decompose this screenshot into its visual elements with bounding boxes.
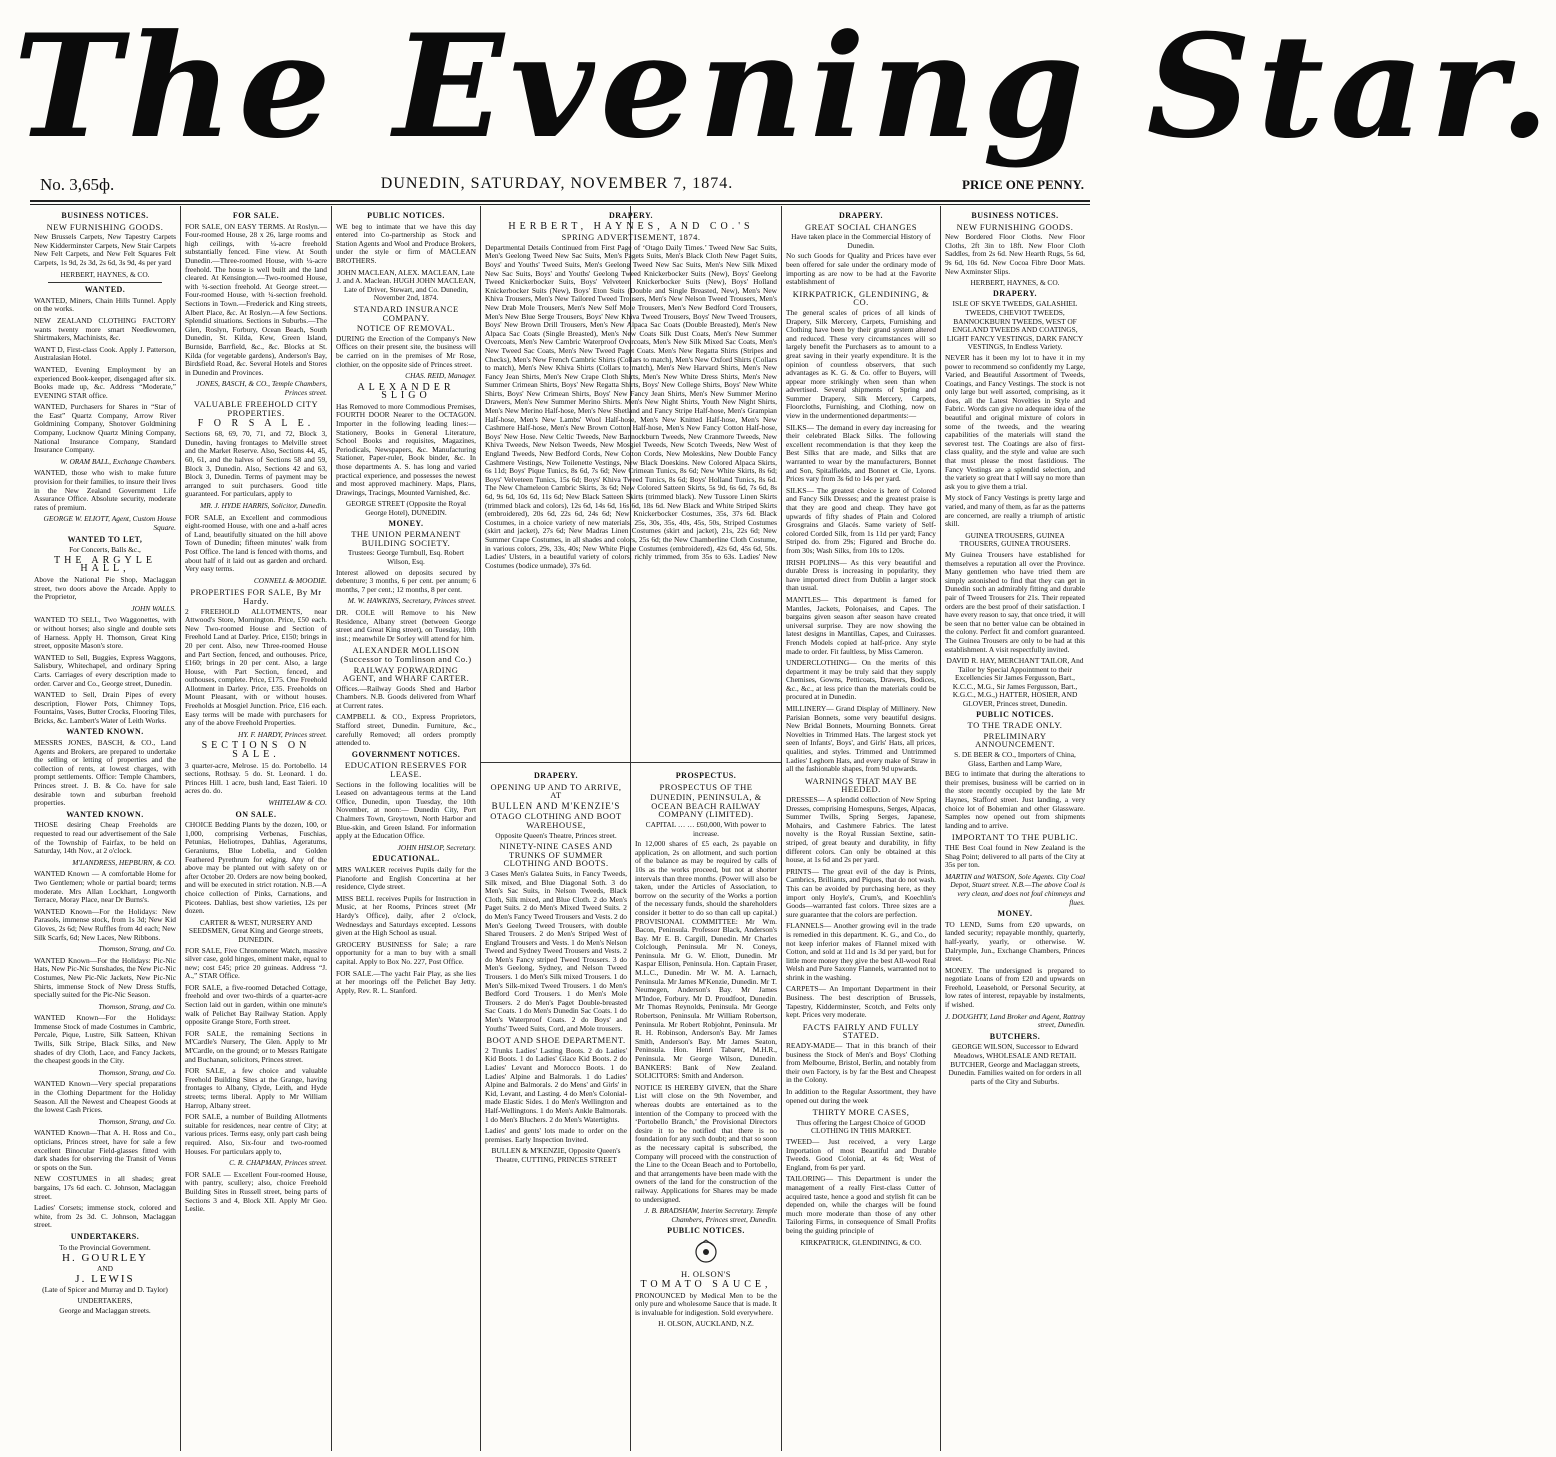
ad-heading: OPENING UP AND TO ARRIVE, AT [490, 781, 622, 801]
ad-text: WANTED, Evening Employment by an experienced Book-keeper, disengaged after six. Books made up, &c. Address “Moderate,” EVENING STAR office. [34, 364, 176, 400]
section-heading: UNDERTAKERS. [70, 1231, 140, 1241]
ad-heading: ALEXANDER MOLLISON (Successor to Tomlinson and Co.) [340, 645, 472, 664]
ad-heading: IMPORTANT TO THE PUBLIC. [951, 832, 1079, 843]
ad-text: FLANNELS— Another growing evil in the trade is remedied in this department. K. G., and Co., do not keep inferior makes of Flannel mixed with Cotton, and sold at 11d and 1s 3d per yard, but for little more money they give the best All-wool Real Welsh and Pure Saxony Flannels, warranted not to shrink in the washing. [786, 921, 936, 982]
ad-text: To the Provincial Government. [59, 1242, 151, 1252]
ad-text: NEVER has it been my lot to have it in my power to recommend so confidently my Large, Varied, and Beautiful Assortment of Tweeds, Coatings, and Fancy Vestings. The stock is not only large but well assorted, comprising, as it does, all the Latest Novelties in Style and Fabric. Words can give no adequate idea of the beautiful and original mixture of colors in some of the tweeds, and the wearing capabilities of the materials will stand the severest test. The Coatings are also of first-class quality, and the style and value are such that must please the most fastidious. The Fancy Vestings are a splendid selection, and the variety so great that I will say no more than ask you to give them a trial. [945, 352, 1085, 491]
ad-heading: OTAGO CLOTHING AND BOOT WAREHOUSE, [490, 811, 622, 830]
ad-heading: PRELIMINARY ANNOUNCEMENT. [975, 730, 1055, 750]
royal-crest-icon [635, 1238, 777, 1269]
ad-text: NEW ZEALAND CLOTHING FACTORY wants twenty more smart Needlewomen, Shirtmakers, Machinists, &c. [34, 315, 176, 343]
ad-text: MESSRS JONES, BASCH, & CO., Land Agents and Brokers, are prepared to undertake the selling or letting of properties and the collection of rents, at lowest charges, with prompt settlements. Office: Temple Chambers, Princes street. J. B. & Co. have for sale desirable town and suburban freehold properties. [34, 738, 176, 808]
ad-text: MANTLES— This department is famed for Mantles, Jackets, Polonaises, and Capes. The bargains given season after season have created universal surprise. They are now showing the latest designs in Mantillas, Capes, and Cuirasses. French Models copied at half-price. Any style made to order. Fit faultless, by Miss Cameron. [786, 594, 936, 656]
ad-text: FOR SALE, an Excellent and commodious eight-roomed House, with one and a-half acres of Land, beautifully situated on the hill above Town of Dunedin; fifteen minutes' walk from Post Office. The land is fenced with thorns, and about half of it laid out as garden and orchard. Very easy terms. [185, 512, 327, 574]
ad-text: ISLE OF SKYE TWEEDS, GALASHIEL TWEEDS, CHEVIOT TWEEDS, BANNOCKBURN TWEEDS, WEST OF ENGLAND TWEEDS AND COATINGS, LIGHT FANCY VESTINGS, DARK FANCY VESTINGS, In Endless Variety. [946, 299, 1084, 352]
ad-text: CAMPBELL & CO., Express Proprietors, Stafford street, Dunedin. Furniture, &c., carefully Removed; all orders promptly attended to. [336, 712, 476, 748]
ad-text: Ladies' Corsets; immense stock, colored and white, from 2s 3d. C. Johnson, Maclaggan street. [34, 1203, 176, 1230]
ad-text: READY-MADE— That in this branch of their business the Stock of Men's and Boys' Clothing from Melbourne, Bristol, Berlin, and notably from their own Factory, is by far the Best and Cheapest in the Colony. [786, 1041, 936, 1085]
ad-text: Departmental Details Continued from First Page of ‘Otago Daily Times.’ Tweed New Sac Suits, Men's Geelong Tweed New Sac Suits, Men's Pagets Suits, Men's Black Cloth New Paget Suits, Boys' and Youths' Tweed Suits, Men's Geelong Tweed New Sac Suits, Men's New Silk Mixed New Sac Suits, Boys' and Youths' Geelong Tweed Knickerbocker Suits (New), Boys' Geelong Tweed Knickerbocker Suits, Boys' Velveteen Knickerbocker Suits (New), Boys' Holland Knickerbocker Suits (New), Boys' Eton Suits (Double and Single Breasted, New), Men's New Khiva Trousers, Men's New Tailored Tweed Trousers, Men's New Nelson Tweed Trousers, Men's New Drab Mole Trousers, Men's New Self Mole Trousers, Men's New Bedford Cord Trousers, Men's New Blue Serge Trousers, Boys' New Khiva Tweed Trousers, Boys' New Tweed Trousers, Boys' New Brown Drill Trousers, Men's New Alpaca Sac Coats (Double Breasted), Men's New Alpaca Sac Coats (Single Breasted), Men's New Coats Silk Dust Coats, Men's New Summer Overcoats, Men's New Cambric Waterproof Overcoats, Men's New Silk Mixed Sac Coats, Men's New Tweed Sac Coats, Men's New Tweed Paget Coats. Men's New Regatta Shirts (Stripes and Checks), Men's New French Cambric Shirts (Collars to match), Men's New Oxford Shirts (Collars to match), Men's New Khiva Shirts (Collars to match), Men's New Harvard Shirts, Men's New Fancy Jean Shirts, Men's New Crape Cloth Shirts, Men's New White Dress Shirts, Men's New Summer Crimean Shirts, Boys' New Regatta Shirts, Boys' New College Shirts, Boys' New White Shirts, Boys' New Crimean Shirts, Boys' New Fancy Jean Shirts, Men's New Summer Merino Drawers, Men's New Summer Merino Shirts. Men's New Night Shirts, Youth New Night Shirts, Men's New Merino Half-hose, Men's New Shetland and Fancy Stripe Half-hose, Men's Grampian Half-hose, Men's New Lambs' Wool Half-hose, Men's New Knitted Half-hose, Men's New Cashmere Half-hose, Men's New Brown Cotton Half-hose, Men's New Fancy Cotton Half-hose, Boys' New Hose. New Celtic Tweeds, New Bannockburn Tweeds, New Cranmore Tweeds, New Khiva Tweeds, New Nelson Tweeds, New Mosgiel Tweeds, New Scotch Tweeds, New West of England Tweeds, New Bedford Cords, New Cotton Cords, New Moleskins, New Double Fancy Cashmere Vestings, New Toilenette Vestings, New Black Doeskins. New Colored Alpaca Skirts, 6s 11d; Boys' Pique Tunics, 8s 6d, 7s 6d; New Crimean Tunics, 8s 6d; New White Skirts, 8s 6d; Boys' Velveteen Tunics, 15s 6d; Boys' Khiva Tweed Tunics, 8s 6d; Boys' Holland Tunics, 8s 6d. The New Chameleon Cambric Skirts, 3s 6d; New Colored Satteen Skirts, 5s 9d, 6s 6d, 7s 6d, 8s 6d, 9s 6d, 10s 6d, 11s 6d; New Black Satteen Skirts (trimmed black). New Tussore Linen Skirts (trimmed black and colors), 12s 6d, 14s 6d, 16s 6d, 18s 6d. New Black and White Striped Skirts (embroidered), 20s 6d, 22s 6d, 24s 6d; New Knickerbocker Costumes, 35s, 37s 6d. Black Costumes, in a choice variety of new materials, 25s, 30s, 35s, 40s, 45s, 50s, Striped Costumes (skirt and jacket), 27s 6d; New Madras Linen Costumes (skirt and jacket), 21s, 22s 6d; New Summer Crape Costumes, in all shades and colors, 25s 6d; the New Chamberline Cloth Costume, in various colors, 29s, 33s, 40s; New White Pique Costumes (embroidered), 42s 6d, 45s 6d, 50s. Ladies' Ulsters, in a beautiful variety of colors, richly trimmed, from 35s to 63s. Ladies' New Costumes (bodice unmade), 37s 6d. [485, 242, 777, 570]
dateline [0, 173, 1114, 199]
ad-text: Sections 68, 69, 70, 71, and 72, Block 3, Dunedin, having frontages to Melville street and the Market Reserve. Also, Sections 44, 45, 60, 61, and the halves of Sections 58 and 59, Block 3, Dunedin. Also, Sections 42 and 63, Block 3, Dunedin. Terms of payment may be arranged to suit purchasers. Good title guaranteed. For particulars, apply to [185, 429, 327, 499]
ad-text: DRESSES— A splendid collection of New Spring Dresses, comprising Homespuns, Serges, Alpacas, Summer Twills, Spring Serges, Japanese, Mohairs, and Cashmere Fabrics. The latest novelty is the Royal Russian Sextine, satin-striped, of great beauty and durability, in fifty different colors. Can only be obtained at this house, at 1s 6d and 2s per yard. [786, 795, 936, 865]
ad-text: CHOICE Bedding Plants by the dozen, 100, or 1,000, comprising Verbenas, Fuschias, Petunias, Heliotropes, Dahlias, Ageratums, Geraniums, Blue Lobelia, and Golden Feathered Pyrethrum for edging. Any of the above may be planted out with safety on or after October 20. Orders are now being booked, and will be executed in strict rotation. N.B.—A choice collection of Pinks, Carnations, and Picotees. Dahlias, best show varieties, 12s per dozen. [185, 820, 327, 916]
ad-text: WANTED Known — A comfortable Home for Two Gentlemen; whole or partial board; terms moderate. Mrs Allan Lockhart, Longworth Terrace, Moray Place, near Dr Burns's. [34, 869, 176, 905]
section-heading: PUBLIC NOTICES. [667, 1226, 745, 1236]
ad-text: Interest allowed on deposits secured by debenture; 3 months, 6 per cent. per annum; 6 months, 7 per cent.; 12 months, 8 per cent. [336, 567, 476, 594]
ad-text: SILKS— The demand in every day increasing for their celebrated Black Silks. The following excellent recommendation is that they keep the Best Silks that are made, and Silks that are warranted to wear by the manufacturers, Bonnet and Son, Spitalfields, and Bonnet et Cie, Lyons. Prices vary from 3s 6d to 14s per yard. [786, 422, 936, 484]
ad-signature: JONES, BASCH, & CO., Temple Chambers, Princes street. [196, 379, 327, 397]
ad-text: WANTED Known—For the Holidays: Pic-Nic Hats, New Pic-Nic Sunshades, the New Pic-Nic Costumes, New Pic-Nic Jackets, New Pic-Nic Shirts, immense Stock of New Dress Stuffs, specially suited for the Pic-Nic Season. [34, 955, 176, 1000]
ad-text: FOR SALE, a five-roomed Detached Cottage, freehold and over two-thirds of a quarter-acre Section laid out in garden, within one minute's walk of Pelichet Bay Railway Station. Apply opposite Grange Store, Forth street. [185, 982, 327, 1027]
ad-text: The general scales of prices of all kinds of Drapery, Silk Mercery, Carpets, Furnishing and Clothing have been by their grand system altered and reduced. These very circumstances will so largely benefit the Purchasers as to amount to a great saving in their yearly expenditure. It is the opinion of countless observers, that such advantages as K. G. & Co. offer to Buyers, will appear more strikingly when seen than when advertised. Several shipments of Spring and Summer Drapery, Silk Mercery, Carpets, Floorcloths, Furnishing, and Clothing, now on view in the undermentioned departments:— [786, 307, 936, 421]
ad-heading: VALUABLE FREEHOLD CITY PROPERTIES. [193, 399, 319, 419]
column-4-lower [485, 770, 627, 1450]
ad-heading: NOTICE OF REMOVAL. [356, 323, 456, 334]
ad-text: WANTED TO SELL, Two Waggonettes, with or without horses; also single and double sets of Harness. Apply H. Thomson, Great King street, opposite Mason's store. [34, 615, 176, 651]
ad-signature: M. W. HAWKINS, Secretary, Princes street. [347, 596, 476, 606]
column-1 [34, 210, 176, 1450]
ad-heading: WARNINGS THAT MAY BE HEEDED. [804, 775, 918, 795]
ad-text: Trustees: George Turnbull, Esq. Robert Wilson, Esq. [347, 548, 465, 566]
ad-heading: ON SALE. [235, 809, 277, 819]
ad-text: Ladies' and gents' lots made to order on the premises. Early Inspection Invited. [485, 1126, 627, 1144]
ad-text: WANTED Known—That A. H. Ross and Co., opticians, Princes street, have for sale a few excellent Binocular Field-glasses fitted with dark shades for observing the Transit of Venus or spots on the Sun. [34, 1128, 176, 1172]
section-heading: FOR SALE. [232, 211, 280, 220]
place-date: DUNEDIN, SATURDAY, NOVEMBER 7, 1874. [380, 175, 734, 192]
ad-text: WANTED Known—For the Holidays: Immense Stock of made Costumes in Cambric, Percale, Pique, Lustre, Silk Satteen, Khivan Twills, Silk Stripe, Black Silks, and New shades of dry Cloth, Lace, and Fancy Jackets, the cheapest goods in the City. [34, 1013, 176, 1066]
ad-signature: KIRKPATRICK, GLENDINING, & CO. [800, 1237, 922, 1247]
ad-heading: THIRTY MORE CASES, [812, 1107, 910, 1118]
section-heading: WANTED KNOWN. [66, 809, 144, 819]
ad-signature: MARTIN and WATSON, Sole Agents. City Coal Depot, Stuart street. N.B.—The above Coal is very clean, and does not foul chimneys and flues. [945, 871, 1085, 907]
ad-text: George and Maclaggan streets. [59, 1306, 151, 1316]
ad-signature: JOHN MACLEAN, ALEX. MACLEAN, Late J. and A. Maclean. HUGH JOHN MACLEAN, Late of Driver, Stewart, and Co. Dunedin, November 2nd, 1874. [336, 267, 476, 303]
ad-text: BEG to intimate that during the alterations to their premises, business will be carried on in the store recently occupied by the late Mr Haynes, Stafford street. Just landing, a very choice lot of Bohemian and other Glassware. Samples now opened out from shipments landing and to arrive. [945, 769, 1085, 830]
ad-signature: J. DOUGHTY, Land Broker and Agent, Rattray street, Dunedin. [945, 1011, 1085, 1030]
section-heading: MONEY. [388, 518, 424, 528]
ad-text: FOR SALE, Five Chronometer Watch, massive silver case, gold hinges, eminent make, equal to new; cost £45; price 20 guineas. Address “J. A.,” STAR Office. [185, 945, 327, 981]
ad-text: SILKS— The greatest choice is here of Colored and Fancy Silk Dresses; and the greatest praise is that they are good and cheap. They have got upwards of fifty shades of Plain and Colored Grosgrains and Glacés. Same variety of Self-colored Corded Silk, from 1s 11d per yard; Fancy Striped do. from 29s; Figured and Broche do. from 30s; Wash Silks, from 10s to 120s. [786, 485, 936, 555]
ad-heading: BOOT AND SHOE DEPARTMENT. [486, 1035, 626, 1046]
ad-signature: Thomson, Strang, and Co. [98, 944, 176, 954]
ad-signature: CHAS. REID, Manager. [405, 371, 476, 381]
section-heading: DRAPERY. [608, 211, 654, 220]
ad-heading: DUNEDIN, PENINSULA, & OCEAN BEACH RAILWAY COMPANY (LIMITED). [650, 792, 762, 820]
ad-text: IRISH POPLINS— As this very beautiful and durable Dress is increasing in popularity, they have imported direct from Dublin a larger stock than usual. [786, 557, 936, 593]
ad-heading: BULLEN AND M'KENZIE'S [491, 800, 621, 811]
ad-signature: W. ORAM BALL, Exchange Chambers. [60, 456, 176, 466]
ad-text: MISS BELL receives Pupils for Instruction in Music, at her Rooms, Princes street (Mr Hardy's Office), daily, after 2 o'clock, Wednesdays and Saturdays excepted. Lessons given at the High School as usual. [336, 893, 476, 938]
ad-signature: CONNELL & MOODIE. [253, 575, 327, 585]
ad-signature: Thomson, Strang, and Co. [98, 1001, 176, 1011]
ad-text: CAPITAL … … £60,000, With power to increase. [645, 819, 767, 838]
ad-text: 3 Cases Men's Galatea Suits, in Fancy Tweeds, Silk mixed, and Blue Diagonal Soth. 3 do Men's Sac Suits, in Nelson Tweeds, Black Cloth, Silk mixed, and Blue Cloth. 2 do Men's Paget Suits. 2 do Men's Mixed Tweed Suits. 2 do Men's Fancy Tweed Trousers and Vests. 2 do Men's Geelong Tweed Trousers, with double Shared Trousers. 2 do Men's Striped West of England Trousers and Vests. 1 do Men's Nelson Tweed and Sydney Tweed Trousers and Vests. 2 do Men's Fancy striped Tweed Trousers. 3 do Men's Geelong, Sydney, and Nelson Tweed Trousers. 1 do Men's Silk mixed Trousers. 1 do Men's Silk-mixed Tweed Trousers. 1 do Men's Bedford Cord Trousers. 1 do Men's Mole Trousers. 2 do Men's Paget Double-breasted Sac Coats. 1 do Men's Dunedin Sac Coats. 1 do Men's Waterproof Coats. 2 do Boys' and Youths' Tweed Suits, Cord, and Mole trousers. [485, 868, 627, 1033]
ad-signature: HERBERT, HAYNES, & CO. [60, 269, 150, 279]
ad-text: PRINTS— The great evil of the day is Prints, Cambrics, Brilliants, and Piques, that do not wash. This can be avoided by purchasing here, as they import only Hoyle's, Crum's, and Koechlin's Goods—warranted fast colors. Three sizes are a sure guarantee that the colors are perfection. [786, 866, 936, 919]
ad-text: Above the National Pie Shop, Maclaggan street, two doors above the Arcade. Apply to the Proprietor, [34, 574, 176, 602]
issue-number: No. 3,65ф. [40, 175, 115, 194]
column-6 [786, 210, 936, 1450]
ad-text: FOR SALE, ON EASY TERMS. At Roslyn.—Four-roomed House, 28 x 26, large rooms and high ceilings, with ¼-acre freehold substantially fenced. Fine view. At South Dunedin.—Three-roomed House, with ¼-acre freehold. The house is well built and the land cleared. At Kensington.—Two-roomed House, with ¼-section freehold. At George street.—Four-roomed House, with ¼-section freehold. Sections in Town.—Frederick and King streets, Albert Place, &c. At Roslyn.—A few Sections. Splendid situations. Sections in Suburbs.—The Glen, Roslyn, Forbury, Ocean Beach, South Dunedin, St. Kilda, Kew, Green Island, Burnside, Barrfield, &c., &c. Blocks at St. Kilda (for vegetable gardens), Anderson's Bay, Birdsfield Road, &c. Several Hotels and Stores in Dunedin and Provinces. [185, 221, 327, 377]
ad-text: WANTED Known—Very special preparations in the Clothing Department for the Holiday Season. All the Newest and Cheapest Goods at the lowest Cash Prices. [34, 1079, 176, 1115]
ad-heading: THE ARGYLE HALL, [54, 554, 156, 575]
ad-heading: STANDARD INSURANCE COMPANY. [353, 303, 459, 323]
ad-text: CARPETS— An Important Department in their Business. The best description of Brussels, Tapestry, Kidderminster, Scotch, and Felts only kept. Prices very moderate. [786, 984, 936, 1020]
ad-heading: TOMATO SAUCE, [640, 1279, 772, 1291]
ad-text: GROCERY BUSINESS for Sale; a rare opportunity for a man to buy with a small capital. Apply to Box No. 227, Post Office. [336, 939, 476, 966]
ad-text: My Guinea Trousers have established for themselves a reputation all over the Province. Many gentlemen who have tried them are simply astonished to find that they can get in Dunedin such an admirably fitting and durable pair of Tweed Trousers for 21s. Their repeated orders are the best proof of their satisfaction. I have every reason to say, that once tried, it will be seen that no better value can be obtained in the colony. Perfect fit and comfort guaranteed. The Guinea Trousers are only to be had at this establishment. A visit respectfully invited. [945, 549, 1085, 654]
ad-text: FOR SALE.—The yacht Fair Play, as she lies at her moorings off the Pelichet Bay Jetty. Apply, Rev. R. L. Stanford. [336, 968, 476, 995]
column-2 [185, 210, 327, 1450]
ad-text: For Concerts, Balls &c., [69, 545, 141, 555]
ad-signature: DAVID R. HAY, MERCHANT TAILOR, And Tailor by Special Appointment to their Excellencies Sir James Fergusson, Bart., K.C.C., M.G., Sir James Fergusson, Bart., K.G.C., M.G.,) HATTER, HOSIER, AND GLOVER, Princes street, Dunedin. [946, 656, 1084, 709]
ad-heading: GUINEA TROUSERS, GUINEA TROUSERS, GUINEA TROUSERS. [959, 530, 1071, 549]
ad-heading: KIRKPATRICK, GLENDINING, & CO. [792, 288, 930, 308]
ad-text: MILLINERY— Grand Display of Millinery. New Parisian Bonnets, some very beautiful designs. New Bridal Bonnets, Mourning Bonnets. Great Novelties in Trimmed Hats. The largest stock yet seen of Infants', Boys', and Girls' Hats, all prices, qualities, and styles. Trimmed and Untrimmed Ladies' Leghorn Hats, and every make of Straw in all the fashionable shapes, from 9d upwards. [786, 704, 936, 774]
section-heading: PUBLIC NOTICES. [367, 211, 445, 220]
masthead [0, 0, 1556, 170]
ad-text: 2 Trunks Ladies' Lasting Boots. 2 do Ladies' Kid Boots. 1 do Ladies' Glace Kid Boots. 2 do Ladies' Levant and Morocco Boots. 1 do Ladies' Alpine and Balmorals. 1 do Ladies' Alpine and Balmorals. 2 do Mens' and Girls' in Kid, Levant, and Lasting. 4 do Men's Colonial-made Elastic Sides. 1 do Men's Wellington and Half-Wellingtons. 1 do Men's Ankle Balmorals. 1 do Men's Bluchers. 2 do Men's Watertights. [485, 1045, 627, 1124]
ad-signature: C. R. CHAPMAN, Princes street. [229, 1158, 327, 1168]
ad-heading: RAILWAY FORWARDING AGENT, and WHARF CARTER. [342, 664, 470, 684]
ad-text: WANTED to Sell, Buggies, Express Waggons, Salisbury, Whitechapel, and ordinary Spring Carts. Carriages of every description made to order. Carver and Co., George street, Dunedin. [34, 652, 176, 688]
ad-text: WANTED, Miners, Chain Hills Tunnel. Apply on the works. [34, 295, 176, 314]
ad-text: DURING the Erection of the Company's New Offices on their present site, the business will be carried on in the premises of Mr Rose, clothier, on the opposite side of Princes street. [336, 333, 476, 369]
section-heading: BUSINESS NOTICES. [971, 211, 1059, 220]
ad-text: MRS WALKER receives Pupils daily for the Pianoforte and English Concertina at her residence, Clyde street. [336, 864, 476, 892]
ad-text: Offices.—Railway Goods Shed and Harbor Chambers. N.B. Goods delivered from Wharf at Current rates. [336, 683, 476, 710]
ad-text: MONEY. The undersigned is prepared to negotiate Loans of from £20 and upwards on Freehold, Leasehold, or Personal Security, at low rates of interest, repayable by instalments, if wished. [945, 965, 1085, 1010]
ad-text: 3 quarter-acre, Melrose. 15 do. Portobello. 14 sections, Rothsay. 5 do. St. Leonard. 1 do. Princes Hill. 1 acre, bush land, East Taieri. 10 acres do. do. [185, 760, 327, 796]
ad-signature: JOHN HISLOP, Secretary. [397, 842, 476, 852]
section-heading: MONEY. [997, 909, 1033, 919]
newspaper-title: The Evening Star. [13, 4, 1556, 170]
divider [481, 762, 781, 763]
ad-text: TWEED— Just received, a very Large Importation of most Beautiful and Durable Tweeds. Good Colonial, at 4s 6d; West of England, from 6s per yard. [786, 1136, 936, 1172]
ad-heading: NEW FURNISHING GOODS. [956, 221, 1074, 232]
section-heading: WANTED. [84, 285, 126, 295]
ad-text: Have taken place in the Commercial History of Dunedin. [791, 232, 931, 250]
ad-text: Sections in the following localities will be Leased on advantageous terms at the Land Office, Dunedin, upon Tuesday, the 10th November, at noon:— Dunedin City, Port Chalmers Town, Greytown, North Harbor and Blue-skin, and Green Island. For information apply at the Education Office. [336, 779, 476, 841]
column-divider [781, 206, 782, 1451]
ad-text: FOR SALE, a number of Building Allotments suitable for residences, near centre of City; at various prices. Terms easy, only part cash being required. Also, Six-four and two-roomed Houses. For particulars apply to, [185, 1112, 327, 1156]
ad-signature: CARTER & WEST, NURSERY AND SEEDSMEN, Great King and George streets, DUNEDIN. [188, 917, 324, 944]
ad-heading: WANTED TO LET, [67, 534, 143, 544]
divider [48, 282, 162, 283]
section-heading: BUTCHERS. [989, 1031, 1041, 1041]
ad-text: FOR SALE — Excellent Four-roomed House, with pantry, scullery; also, choice Freehold Building Sites in Russell street, being parts of Sections 3 and 4, Block XII. Apply Mr Geo. Leslie. [185, 1169, 327, 1214]
ad-signature: HY. F. HARDY, Princes street. [238, 729, 327, 739]
ad-text: WANTED to Sell, Drain Pipes of every description, Flower Pots, Chimney Tops, Fountains, Vases, Butter Crocks, Flooring Tiles, Bricks, &c. Lambert's Water of Leith Works. [34, 690, 176, 725]
section-heading: DRAPERY. [992, 288, 1038, 298]
section-heading: DRAPERY. [533, 771, 579, 780]
section-heading: PUBLIC NOTICES. [976, 709, 1054, 719]
ad-signature: Thomson, Strang, and Co. [98, 1116, 176, 1126]
ad-heading: EDUCATION RESERVES FOR LEASE. [344, 760, 468, 780]
ad-signature: HERBERT, HAYNES, & CO. [970, 278, 1060, 288]
ad-text: TO LEND, Sums from £20 upwards, on landed security; repayable monthly, quarterly, half-yearly, yearly, or otherwise. W. Dalrymple, Jun., Exchange Chambers, Princes street. [945, 919, 1085, 964]
ad-text: WANTED, Purchasers for Shares in “Star of the East” Quartz Company, Arrow River Goldmining Company, Shotover Goldmining Company, Lucknow Quartz Mining Company, National Insurance Company, Standard Insurance Company. [34, 402, 176, 455]
ad-signature: MR. J. HYDE HARRIS, Solicitor, Dunedin. [200, 501, 327, 510]
ad-heading: H. GOURLEY [62, 1252, 148, 1265]
ad-text: In 12,000 shares of £5 each, 2s payable on application, 2s on allotment, and such portion of the balance as may be required by calls of 10s as the works proceed, but not at shorter intervals than three months. (Power will also be taken, under the Articles of Association, to borrow on the security of the Works a portion of the necessary funds, should the shareholders consider it better to do so than call up capital.) PROVISIONAL COMMITTEE: Mr Wm. Bacon, Peninsula. Professor Black, Anderson's Bay. Mr E. B. Cargill, Dunedin. Mr Charles Colclough, Peninsula. Mr N. Coneys, Peninsula. Mr G. W. Eliott, Dunedin. Mr Kaspar Ellison, Peninsula. Hon. Captain Fraser, M.L.C., Dunedin. Mr W. M. A. Larnach, Peninsula. Mr James M'Kenzie, Dunedin. Mr T. Neumegen, Anderson's Bay. Mr James M'Indoe, Forbury. Mr D. Proudfoot, Dunedin. Mr Thomas Reynolds, Peninsula. Mr George Robertson, Peninsula. Mr William Robertson, Peninsula. Mr Robert Robjohnt, Peninsula. Mr R. H. Robinson, Anderson's Bay. Mr James Smith, Anderson's Bay. Mr James Seaton, Peninsula. Hon. Henri Tabarer, M.H.R., Peninsula. Mr George Wilson, Dunedin. BANKERS: Bank of New Zealand. SOLICITORS: Smith and Anderson. [635, 839, 777, 1081]
ad-heading: HERBERT, HAYNES, AND CO.'S [508, 220, 754, 232]
ad-text: NOTICE IS HEREBY GIVEN, that the Share List will close on the 9th November, and whereas doubts are entertained as to the intention of the Company to proceed with the ‘Portobello Branch,’ the Provisional Directors desire it to be notified that there is no foundation for any such doubt; and that so soon as the necessary capital is subscribed, the Company will proceed with the construction of the Line to the Ocean Beach and to Portobello, and that arrangements have been made with the owners of the land for the construction of the railway. Applications for Shares may be made to undersigned. [635, 1082, 777, 1204]
ad-text: NEW COSTUMES in all shades; great bargains, 17s 6d each. C. Johnson, Maclaggan street. [34, 1174, 176, 1201]
column-3 [336, 210, 476, 1450]
ad-text: In addition to the Regular Assortment, they have opened out during the week [786, 1087, 936, 1105]
header-rule [30, 204, 1090, 205]
section-heading: GOVERNMENT NOTICES. [351, 749, 461, 759]
ad-heading: H. OLSON'S [681, 1269, 731, 1280]
ad-text: Opposite Queen's Theatre, Princes street. [495, 830, 617, 840]
ad-text: WE beg to intimate that we have this day entered into Co-partnership as Stock and Station Agents and Wool and Produce Brokers, under the style or firm of MACLEAN BROTHERS. [336, 221, 476, 265]
ad-text: UNDERCLOTHING— On the merits of this department it may be truly said that they supply Chemises, Gowns, Petticoats, Drawers, Bodices, &c., &c., at less price than the materials could be procured at in Dunedin. [786, 658, 936, 702]
ad-heading: ALEXANDER SLIGO [357, 381, 455, 402]
ad-signature: H. OLSON, AUCKLAND, N.Z. [658, 1319, 754, 1329]
ad-signature: BULLEN & M'KENZIE, Opposite Queen's Theatre, CUTTING, PRINCES STREET [491, 1146, 621, 1164]
ad-text: New Bordered Floor Cloths. New Floor Cloths, 2ft 3in to 18ft. New Floor Cloth Saddles, from 2s 6d. New Hearth Rugs, 5s 6d, 9s 6d, 10s 6d. New Cocoa Fibre Door Mats. New Axminster Slips. [945, 232, 1085, 276]
ad-text: (Late of Spicer and Murray and D. Taylor) [42, 1284, 168, 1294]
ad-signature: GEORGE W. ELIOTT, Agent, Custom House Square. [43, 514, 176, 532]
ad-signature: Thomson, Strang, and Co. [98, 1067, 176, 1077]
column-divider [331, 206, 332, 1451]
ad-text: TAILORING— This Department is under the management of a really First-class Cutter of acquired taste, hence a good and stylish fit can be depended on, while the charges will be found much more moderate than those of any other Tailoring Firms, in consequence of Small Profits being the guiding principle of [786, 1174, 936, 1235]
ad-heading: THE UNION PERMANENT BUILDING SOCIETY. [351, 529, 461, 548]
column-divider [180, 206, 181, 1451]
header-rule [30, 200, 1090, 202]
ad-text: Has Removed to more Commodious Premises, FOURTH DOOR Nearer to the OCTAGON. Importer in the following leading lines:— Stationery, Books in General Literature, School Books and requisites, Magazines, Periodicals, Newspapers, &c. Manufacturing Stationer, Paper-ruler, Book binder, &c. In those departments A. S. has long and varied practical experience, and possesses the newest and most approved machinery. Maps, Plans, Drawings, Tracings, Mounted Varnished, &c. [336, 401, 476, 497]
ad-text: GEORGE WILSON, Successor to Edward Meadows, WHOLESALE AND RETAIL BUTCHER, George and Maclaggan streets, Dunedin. Families waited on for orders in all parts of the City and Suburbs. [948, 1042, 1082, 1086]
ad-heading: PROSPECTUS OF THE [659, 781, 753, 792]
column-divider [480, 206, 481, 1451]
ad-signature: M'LANDRESS, HEPBURN, & CO. [72, 857, 176, 867]
column-5-lower [635, 770, 777, 1450]
ad-text: S. DE BEER & CO., Importers of China, Glass, Earthen and Lamp Ware, [954, 750, 1076, 768]
ad-heading: NEW FURNISHING GOODS. [46, 221, 164, 232]
ad-signature: WHITELAW & CO. [268, 798, 327, 807]
ad-heading: F O R S A L E. [197, 417, 315, 429]
section-heading: EDUCATIONAL. [372, 854, 440, 864]
ad-text: AND [96, 1263, 113, 1273]
ad-text: THOSE desiring Cheap Freeholds are requested to read our advertisement of the Sale of the Township of Fairfax, to be held on Saturday, 14th Nov., at 2 o'clock. [34, 820, 176, 856]
ad-text: DR. COLE will Remove to his New Residence, Albany street (between George street and Great King street), on Tuesday, 10th inst.; meanwhile Dr Sorley will attend for him. [336, 607, 476, 643]
ad-heading: J. LEWIS [75, 1273, 135, 1286]
ad-heading: SPRING ADVERTISEMENT, 1874. [561, 232, 701, 243]
column-7 [945, 210, 1085, 1450]
section-heading: BUSINESS NOTICES. [61, 211, 149, 220]
ad-signature: JOHN WALLS. [131, 603, 176, 613]
ad-text: 2 FREEHOLD ALLOTMENTS, near Attwood's Store, Mornington. Price, £50 each. New Two-roomed House and Section of Freehold Land at Darley. Price, £150; brings in 20 per cent. Also, new Three-roomed House and Part Section, fenced, and outhouses. Price, £160; brings in 20 per cent. Also, a large House, with Part Section, fenced, and outhouses, complete. Price, £175. One Freehold Allotment in Darley. Price, £35. Freeholds on Mount Pleasant, with or without houses. Freeholds at Mosgiel Junction. Price, £16 each. Easy terms will be made with purchasers for any of the above Freehold Properties. [185, 606, 327, 728]
ad-heading: PROPERTIES FOR SALE, By Mr Hardy. [190, 587, 322, 606]
ad-text: WANTED, those who wish to make future provision for their families, to insure their lives in the New Zealand Government Life Assurance Office. Absolute security, moderate rates of premium. [34, 468, 176, 512]
ad-text: New Brussels Carpets, New Tapestry Carpets New Kidderminster Carpets, New Stair Carpets New Felt Carpets, and New Felt Squares Felt Carpets, 1s 9d, 2s 3d, 2s 6d, 3s 9d, 4s per yard [34, 232, 176, 267]
ad-text: FOR SALE, the remaining Sections in M'Cardle's Nursery, The Glen. Apply to Mr M'Cardle, on the ground; or to Messrs Rattigate and Buchanan, solicitors, Princes street. [185, 1028, 327, 1064]
ad-text: WANT D, First-class Cook. Apply J. Patterson, Australasian Hotel. [34, 344, 176, 363]
ad-heading: TO THE TRADE ONLY. [967, 720, 1063, 731]
section-heading: WANTED KNOWN. [66, 727, 144, 737]
ad-text: Thus offering the Largest Choice of GOOD CLOTHING IN THIS MARKET. [796, 1117, 926, 1136]
column-4-drapery [485, 210, 777, 765]
ad-text: PRONOUNCED by Medical Men to be the only pure and wholesome Sauce that is made. It is invaluable for indigestion. Sold everywhere. [635, 1290, 777, 1317]
ad-signature: GEORGE STREET (Opposite the Royal George Hotel), DUNEDIN. [345, 499, 467, 517]
ad-text: My stock of Fancy Vestings is pretty large and varied, and many of them, as far as the patterns are concerned, are really a triumph of artistic skill. [945, 493, 1085, 529]
ad-text: WANTED Known—For the Holidays: New Parasols, immense stock, from 1s 3d; New Kid Gloves, 2s 6d; New Ruffles from 4d each; New Silk Scarfs, 6d; New Laces, New Ribbons. [34, 906, 176, 942]
price: PRICE ONE PENNY. [962, 177, 1084, 192]
ad-heading: SECTIONS ON SALE. [201, 740, 311, 761]
ad-heading: FACTS FAIRLY AND FULLY STATED. [802, 1021, 920, 1041]
section-heading: PROSPECTUS. [675, 771, 737, 780]
section-heading: DRAPERY. [838, 211, 884, 220]
ad-text: FOR SALE, a few choice and valuable Freehold Building Sites at the Grange, having frontages to Albany, Clyde, Leith, and Hyde streets; terms liberal. Apply to Mr William Harrop, Albany street. [185, 1066, 327, 1110]
ad-text: THE Best Coal found in New Zealand is the Shag Point; delivered to all parts of the City at 35s per ton. [945, 842, 1085, 870]
ad-signature: J. B. BRADSHAW, Interim Secretary. Temple Chambers, Princes street, Dunedin. [644, 1206, 777, 1224]
ad-text: No such Goods for Quality and Prices have ever been offered for sale under the ordinary mode of importing as are now to be had at the Favorite establishment of [786, 251, 936, 287]
ad-heading: GREAT SOCIAL CHANGES [804, 221, 917, 232]
ad-heading: NINETY-NINE CASES AND TRUNKS OF SUMMER CLOTHING AND BOOTS. [499, 841, 613, 869]
ad-text: UNDERTAKERS, [77, 1295, 133, 1305]
column-divider [940, 206, 941, 1451]
